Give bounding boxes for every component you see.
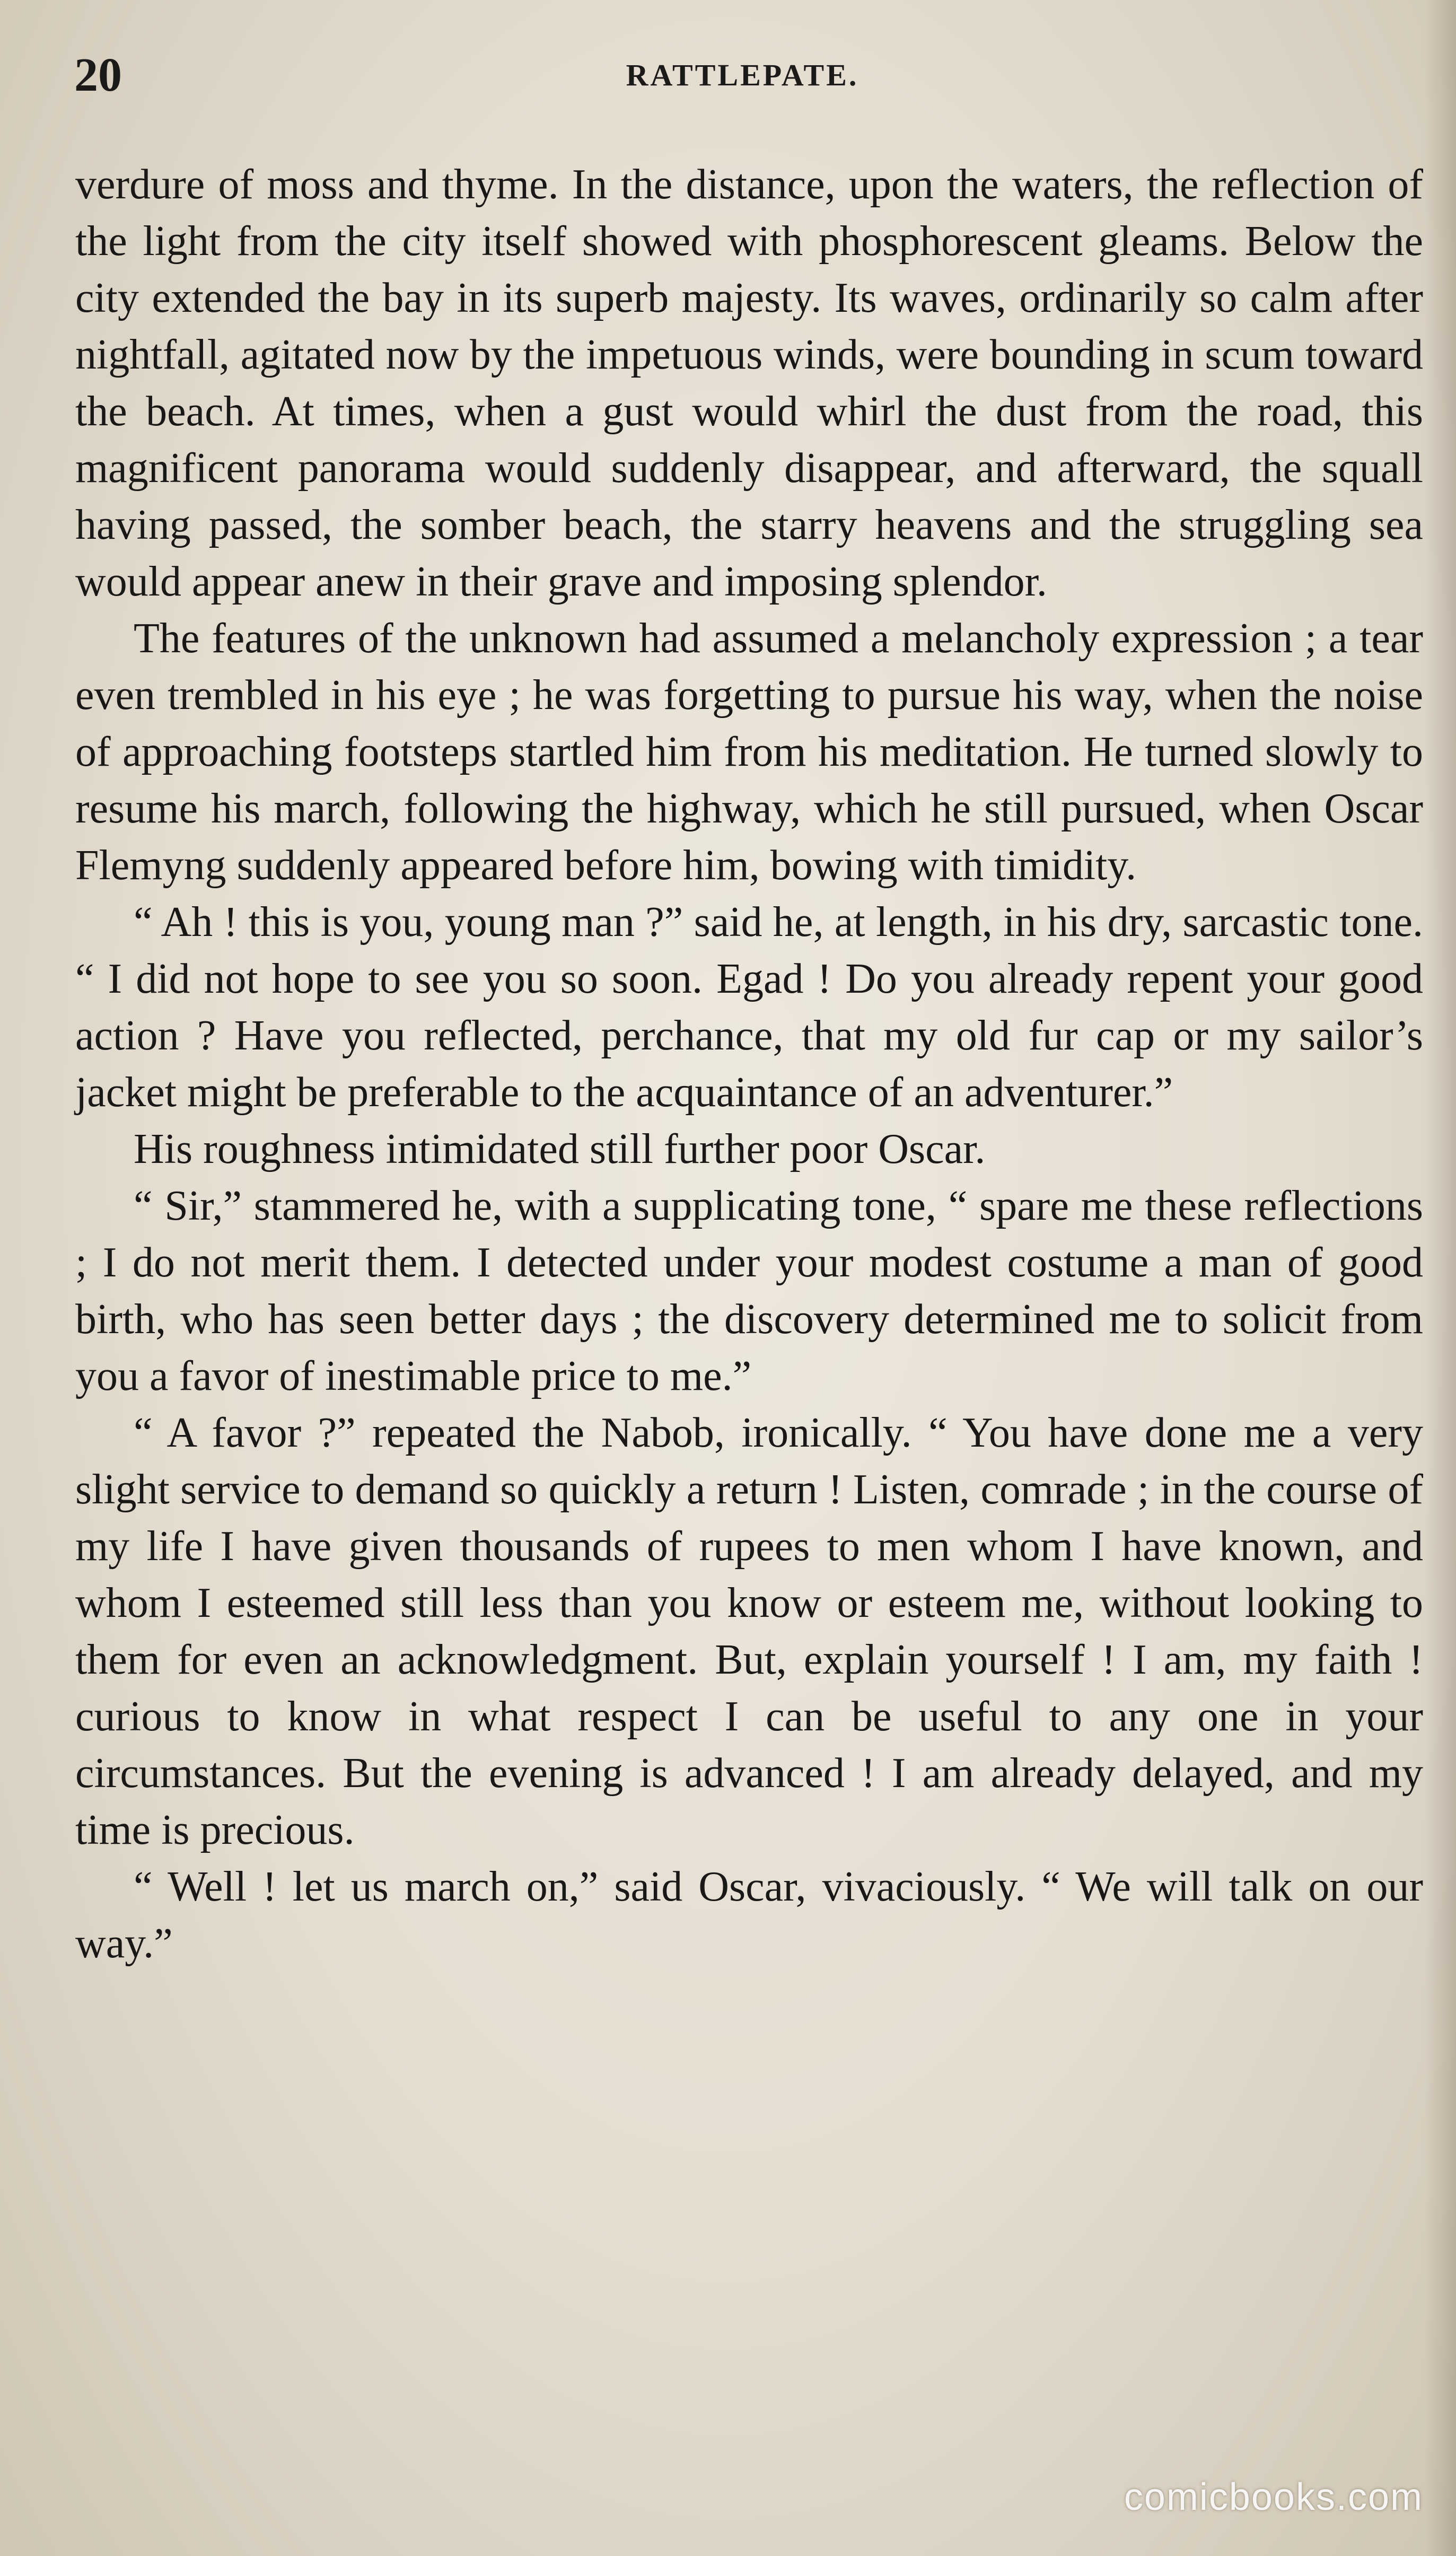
running-head: [74, 43, 1410, 107]
paragraph: “ Ah ! this is you, young man ?” said he, at length, in his dry, sarcastic tone. “ I did not hope to see you so soon. Egad ! Do you already repent your good action ? Have you reflected, perchance, that my old fur cap or my sailor’s jacket might be preferable to the acquaintance of an adventurer.”: [75, 899, 1423, 1116]
page-edge-shadow: [1424, 0, 1456, 2556]
paragraph: verdure of moss and thyme. In the distance, upon the waters, the reflection of the light from the city itself showed with phosphorescent gleams. Below the city extended the bay in its superb majesty. Its waves, ordinarily so calm after nightfall, agitated now by the impetuous winds, were bounding in scum toward the beach. At times, when a gust would whirl the dust from the road, this magnificent panorama would suddenly disappear, and afterward, the squall having passed, the somber beach, the starry heavens and the struggling sea would appear anew in their grave and imposing splendor.: [75, 161, 1423, 605]
running-title: RATTLEPATE.: [626, 58, 859, 92]
watermark: comicbooks.com: [1124, 2476, 1423, 2518]
paragraph: “ A favor ?” repeated the Nabob, ironically. “ You have done me a very slight service to demand so quickly a return ! Listen, comrade ; in the course of my life I have given thousands of rupees to men whom I have known, and whom I esteemed still less than you know or esteem me, without looking to them for even an acknowledgment. But, explain yourself ! I am, my faith ! curious to know in what respect I can be useful to any one in your circumstances. But the evening is advanced ! I am already delayed, and my time is precious.: [75, 1410, 1423, 1853]
paragraph: His roughness intimidated still further poor Oscar.: [134, 1126, 986, 1172]
page-number: 20: [74, 49, 122, 101]
paragraph: “ Well ! let us march on,” said Oscar, vivaciously. “ We will talk on our way.”: [75, 1863, 1423, 1967]
paragraph: The features of the unknown had assumed a melancholy expression ; a tear even trembled in his eye ; he was forgetting to pursue his way, when the noise of approaching footsteps startled him from his meditation. He turned slowly to resume his march, following the highway, which he still pursued, when Oscar Flemyng suddenly appeared before him, bowing with timidity.: [75, 615, 1423, 889]
body-text: [75, 156, 1423, 1972]
paragraph: “ Sir,” stammered he, with a supplicating tone, “ spare me these reflections ; I do not merit them. I detected under your modest costume a man of good birth, who has seen better days ; the discovery determined me to solicit from you a favor of inestimable price to me.”: [75, 1183, 1423, 1399]
